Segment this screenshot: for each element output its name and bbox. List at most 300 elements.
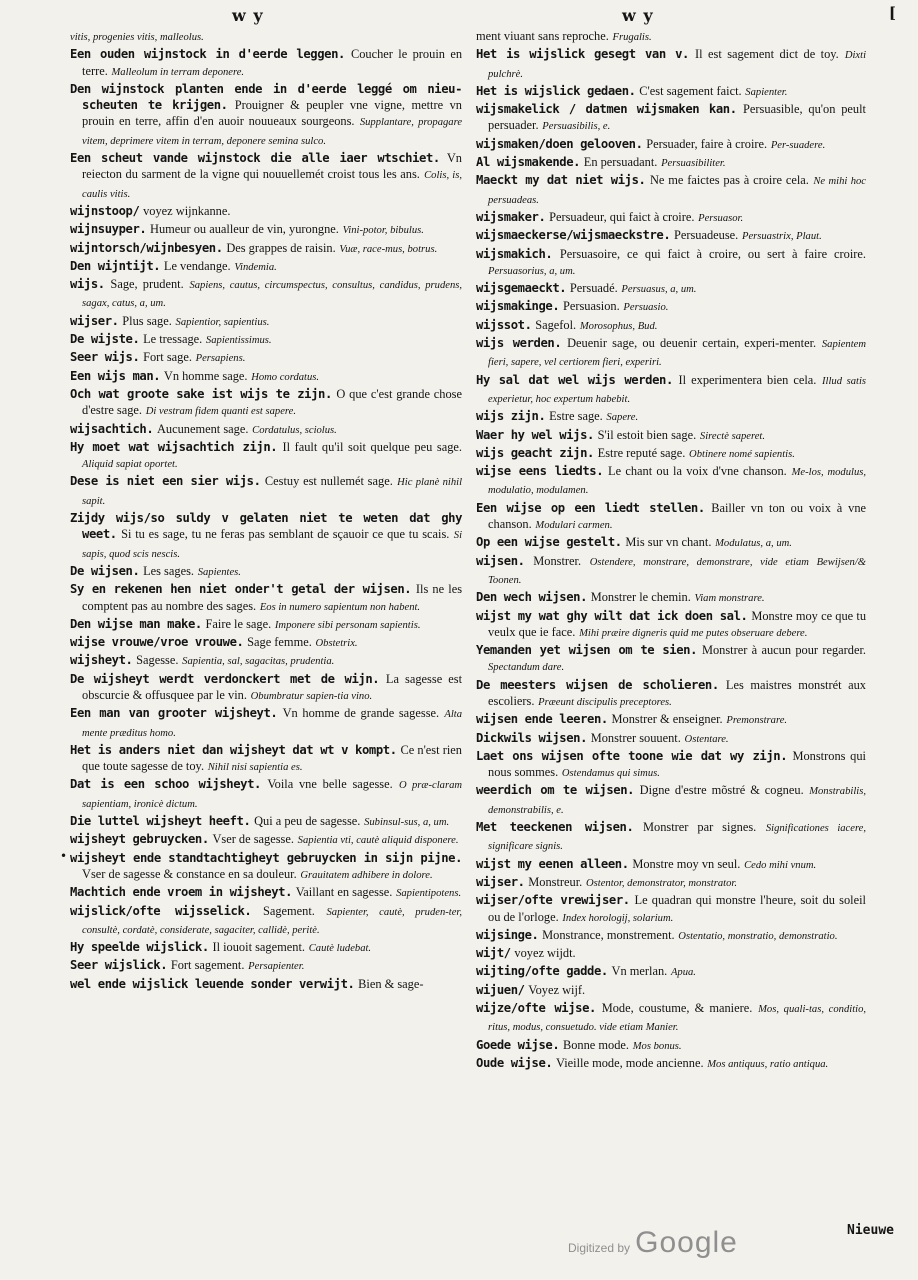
entry-latin: Vuæ, race-mus, botrus.: [339, 243, 438, 255]
entry-latin: Significationes iacere, significare signis.: [488, 823, 867, 853]
dictionary-entry: [476, 209, 866, 227]
dictionary-entry: [70, 439, 462, 474]
entry-headword: De wijsen.: [70, 563, 140, 578]
entry-french: Persuader, faire à croire.: [646, 136, 768, 151]
entry-latin: Modulari carmen.: [535, 520, 613, 532]
entry-latin: Obumbratur sapien-tia vino.: [250, 690, 373, 702]
entry-french: Le vendange.: [163, 258, 231, 273]
entry-latin: Sapiens, cautus, circumspectus, consultus, candidus, prudens, sagax, catus, a, um.: [82, 280, 463, 310]
dictionary-entry: [70, 386, 462, 421]
entry-latin: Sapientia vti, cautè aliquid disponere.: [297, 835, 459, 847]
dictionary-entry: [70, 473, 462, 510]
dictionary-entry: [476, 46, 866, 83]
entry-french: O que c'est grande chose d'estre sage.: [82, 386, 462, 418]
entry-french: Monstrons qui nous sommes.: [488, 748, 866, 780]
dictionary-entry: [70, 939, 462, 957]
entry-latin: Mihi præire digneris quid me putes obseruare debere.: [579, 627, 808, 639]
entry-latin: Sapientes.: [197, 566, 241, 578]
entry-headword: wijser.: [70, 313, 119, 328]
entry-french: Vn homme de grande sagesse.: [282, 706, 440, 721]
entry-headword: wijsmaeckerse/wijsmaeckstre.: [476, 228, 671, 243]
entry-latin: Persuasibilis, e.: [542, 121, 611, 133]
dictionary-entry: [476, 246, 866, 281]
dictionary-entry: [476, 298, 866, 316]
entry-french: ment viuant sans reproche.: [476, 29, 609, 43]
entry-headword: wijsgemaeckt.: [476, 281, 567, 296]
margin-bullet-icon: •: [60, 849, 68, 863]
entry-headword: wijsmaken/doen gelooven.: [476, 136, 643, 151]
entry-headword: Zijdy wijs/so suldy v gelaten niet te weten dat ghy weet.: [70, 511, 462, 542]
entry-headword: wijsheyt ende standtachtigheyt gebruycken in sijn pijne.: [70, 850, 462, 865]
entry-latin: Sapientissimus.: [205, 335, 272, 347]
entry-french: Il est sagement dict de toy.: [695, 47, 839, 62]
entry-headword: Het is wijslick gesegt van v.: [476, 47, 689, 62]
entry-french: Monstreur.: [528, 874, 583, 889]
entry-french: Voila vne belle sagesse.: [267, 777, 393, 792]
entry-french: Monstrer & enseigner.: [611, 712, 723, 727]
dictionary-entry: [70, 850, 462, 885]
dictionary-entry: [70, 652, 462, 670]
dictionary-entry: [70, 903, 462, 940]
entry-headword: wijs zijn.: [476, 409, 546, 424]
entry-french: Digne d'estre mõstré & cogneu.: [639, 783, 804, 798]
entry-french: Sage femme.: [247, 635, 312, 650]
entry-french: Monstre moy vn seul.: [632, 856, 741, 871]
entry-headword: Och wat groote sake ist wijs te zijn.: [70, 386, 332, 401]
entry-french: La sagesse est obscurcie & offusquee par le vin.: [82, 671, 463, 702]
dictionary-entry: [476, 642, 866, 677]
entry-headword: Den wijntijt.: [70, 258, 161, 273]
entry-latin: Eos in numero sapientum non habent.: [259, 601, 421, 613]
entry-latin: Ostendamus qui simus.: [561, 768, 660, 780]
entry-latin: Ostentatio, monstratio, demonstratio.: [678, 930, 838, 942]
dictionary-entry: [70, 776, 462, 813]
entry-latin: Mos bonus.: [632, 1040, 682, 1052]
entry-french: Ils ne les comptent pas au nombre des sages.: [82, 582, 463, 613]
entry-french: Vaillant en sagesse.: [295, 885, 393, 900]
entry-latin: Spectandum dare.: [488, 662, 565, 674]
entry-french: Le quadran qui monstre l'heure, soit du soleil ou de l'orloge.: [488, 893, 866, 924]
entry-latin: Sapientior, sapientius.: [175, 316, 270, 328]
dictionary-entry: [476, 227, 866, 245]
dictionary-entry: [70, 616, 462, 634]
entry-headword: Seer wijs.: [70, 350, 140, 365]
dictionary-entry: [70, 313, 462, 331]
entry-french: Bien & sage-: [358, 976, 424, 991]
entry-headword: wijuen/: [476, 982, 525, 997]
dictionary-entry: [476, 874, 866, 892]
entry-french: Il fault qu'il soit quelque peu sage.: [282, 439, 463, 454]
entry-latin: Colis, is, caulis vitis.: [82, 170, 462, 200]
entry-headword: wijs.: [70, 277, 105, 292]
entry-latin: Vini-potor, bibulus.: [342, 225, 424, 237]
entry-latin: Persapienter.: [248, 961, 305, 973]
dictionary-entry: [70, 510, 462, 563]
entry-headword: Die luttel wijsheyt heeft.: [70, 814, 251, 829]
entry-headword: Dese is niet een sier wijs.: [70, 474, 261, 489]
entry-latin: Apua.: [670, 967, 696, 979]
entry-french: Sagement.: [262, 903, 315, 918]
entry-headword: Een wijs man.: [70, 368, 161, 383]
entry-french: voyez wijnkanne.: [143, 203, 231, 218]
dictionary-entry: [476, 136, 866, 154]
dictionary-entry: [70, 240, 462, 258]
entry-headword: Met teeckenen wijsen.: [476, 820, 634, 835]
google-logo: Google: [635, 1226, 738, 1259]
entry-french: Cestuy est nullemét sage.: [264, 474, 393, 489]
entry-latin: Sapere.: [606, 412, 639, 424]
entry-latin: Homo cordatus.: [251, 371, 320, 383]
entry-latin: Sapienter.: [745, 86, 788, 98]
entry-french: Le chant ou la voix d'vne chanson.: [608, 464, 787, 479]
entry-headword: De wijsheyt werdt verdonckert met de wijn.: [70, 671, 380, 686]
entry-headword: Een ouden wijnstock in d'eerde leggen.: [70, 47, 345, 62]
entry-headword: Het is wijslick gedaen.: [476, 83, 636, 98]
entry-french: Vser de sagesse.: [212, 832, 294, 847]
entry-latin: Persuastrix, Plaut.: [741, 231, 822, 243]
entry-latin: Ne mihi hoc persuadeas.: [488, 176, 867, 206]
entry-headword: Den wijse man make.: [70, 616, 202, 631]
entry-french: Vn homme sage.: [163, 368, 248, 383]
entry-headword: wijsheyt.: [70, 653, 133, 668]
dictionary-entry: [70, 421, 462, 439]
entry-latin: Nihil nisi sapientia es.: [207, 762, 303, 774]
dictionary-entry: [476, 427, 866, 445]
entry-french: Qui a peu de sagesse.: [254, 814, 361, 829]
entry-headword: wijs geacht zijn.: [476, 445, 594, 460]
entry-latin: Malleolum in terram deponere.: [111, 66, 245, 78]
entry-latin: Persuasio.: [623, 302, 669, 314]
entry-french: Mis sur vn chant.: [625, 535, 712, 550]
entry-latin: Obtinere nomé sapientis.: [689, 448, 795, 460]
dictionary-entry: [476, 172, 866, 209]
entry-latin: Viam monstrare.: [694, 593, 765, 605]
entry-headword: wijsheyt gebruycken.: [70, 832, 209, 847]
entry-headword: Yemanden yet wijsen om te sien.: [476, 643, 698, 658]
entry-french: Sage, prudent.: [110, 277, 184, 292]
entry-latin: Index horologij, solarium.: [562, 912, 674, 924]
dictionary-entry: [70, 831, 462, 849]
entry-french: Prouigner & peupler vne vigne, mettre vn prouin en terre, affin d'en auoir nouueaux sourgeons.: [82, 98, 463, 129]
entry-headword: wijssot.: [476, 317, 532, 332]
entry-french: Plus sage.: [122, 313, 172, 328]
entry-latin: Frugalis.: [612, 32, 652, 43]
entry-latin: Dixti pulchrè.: [488, 50, 867, 80]
entry-headword: wel ende wijslick leuende sonder verwijt.: [70, 976, 355, 991]
entry-french: Persuasion.: [562, 299, 620, 314]
dictionary-entry: [476, 819, 866, 856]
entry-latin: Ostentor, demonstrator, monstrator.: [585, 877, 737, 889]
entry-french: Les sages.: [143, 563, 194, 578]
entry-headword: wijting/ofte gadde.: [476, 964, 608, 979]
entry-latin: Obstetrix.: [315, 638, 358, 650]
entry-french: S'il estoit bien sage.: [597, 427, 697, 442]
entry-french: Le tressage.: [143, 332, 203, 347]
entry-french: Sagefol.: [535, 317, 577, 332]
entry-headword: Sy en rekenen hen niet onder't getal der wijsen.: [70, 582, 412, 597]
dictionary-entry: [70, 150, 462, 203]
entry-headword: Het is anders niet dan wijsheyt dat wt v kompt.: [70, 742, 397, 757]
page-number: [: [888, 4, 896, 22]
entry-french: Deuenir sage, ou deuenir certain, experi-menter.: [567, 336, 817, 351]
entry-french: Monstre moy ce que tu veulx que ie face.: [488, 608, 867, 639]
entry-french: Ce n'est rien que toute sagesse de toy.: [82, 742, 463, 774]
entry-latin: Modulatus, a, um.: [715, 538, 792, 550]
dictionary-entry: [476, 500, 866, 535]
entry-french: Vser de sagesse & constance en sa douleur.: [82, 866, 297, 881]
dictionary-entry: [476, 711, 866, 729]
entry-headword: wijser.: [476, 874, 525, 889]
entry-latin: Persuasus, a, um.: [621, 284, 697, 296]
entry-french: Vn merlan.: [611, 964, 668, 979]
entry-headword: Dat is een schoo wijsheyt.: [70, 777, 261, 792]
dictionary-entry: [476, 608, 866, 643]
dictionary-entry: [70, 28, 462, 46]
entry-french: Persuadé.: [569, 281, 618, 296]
dictionary-entry: [476, 892, 866, 927]
entry-latin: Premonstrare.: [726, 715, 788, 727]
entry-headword: Goede wijse.: [476, 1037, 560, 1052]
dictionary-entry: [70, 705, 462, 742]
dictionary-entry: [70, 81, 462, 150]
dictionary-entry: [476, 856, 866, 874]
dictionary-entry: [70, 349, 462, 367]
dictionary-entry: [70, 331, 462, 349]
dictionary-entry: [476, 83, 866, 101]
dictionary-entry: [476, 154, 866, 172]
entry-latin: Supplantare, propagare vitem, deprimere vitem in terram, deponere semina sulco.: [82, 117, 463, 147]
entry-french: En persuadant.: [583, 155, 658, 170]
entry-french: Persuadeur, qui faict à croire.: [549, 209, 695, 224]
dictionary-entry: [70, 368, 462, 386]
entry-latin: Aliquid sapiat oportet.: [82, 459, 178, 471]
entry-headword: wijze/ofte wijse.: [476, 1001, 596, 1016]
entry-headword: weerdich om te wijsen.: [476, 783, 635, 798]
entry-latin: Grauitatem adhibere in dolore.: [300, 869, 433, 881]
entry-headword: wijnstoop/: [70, 203, 140, 218]
entry-latin: Cedo mihi vnum.: [744, 859, 817, 871]
dictionary-entry: [476, 317, 866, 335]
dictionary-entry: [70, 203, 462, 221]
entry-headword: wijntorsch/wijnbesyen.: [70, 240, 223, 255]
dictionary-entry: [476, 101, 866, 136]
dictionary-entry: [476, 28, 866, 46]
entry-latin: O præ-claram sapientiam, ironicè dictum.: [82, 780, 463, 810]
entry-latin: Subinsul-sus, a, um.: [364, 817, 450, 829]
dictionary-entry: [70, 813, 462, 831]
dictionary-entry: [476, 927, 866, 945]
entry-headword: Machtich ende vroem in wijsheyt.: [70, 885, 292, 900]
entry-headword: Oude wijse.: [476, 1055, 553, 1070]
entry-french: Sagesse.: [136, 653, 179, 668]
entry-latin: Persuasorius, a, um.: [488, 265, 576, 277]
entry-french: Vn reiecton du sarment de la vigne qui nouuellemét croist tous les ans.: [82, 151, 463, 182]
entry-latin: Hic planè nihil sapit.: [82, 477, 463, 507]
entry-french: Persuasoire, ce qui faict à croire, ou sert à faire croire.: [559, 246, 867, 261]
dictionary-entry: [70, 976, 462, 994]
entry-french: Mode, coustume, & maniere.: [601, 1001, 753, 1016]
dictionary-entry: [476, 982, 866, 1000]
entry-headword: wijsachtich.: [70, 421, 154, 436]
header-right: w y: [622, 6, 654, 25]
entry-headword: De meesters wijsen de scholieren.: [476, 677, 719, 692]
dictionary-entry: [476, 1037, 866, 1055]
entry-headword: Maeckt my dat niet wijs.: [476, 173, 646, 188]
left-column: [70, 28, 462, 994]
entry-headword: Dickwils wijsen.: [476, 730, 587, 745]
entry-headword: Een scheut vande wijnstock die alle iaer wtschiet.: [70, 151, 440, 166]
entry-headword: Seer wijslick.: [70, 958, 168, 973]
entry-latin: Alta mente præditus homo.: [82, 709, 463, 739]
entry-headword: wijse vrouwe/vroe vrouwe.: [70, 635, 244, 650]
entry-french: Estre reputé sage.: [597, 445, 686, 460]
entry-latin: Di vestram fidem quanti est sapere.: [145, 406, 296, 418]
entry-french: Persuasible, qu'on peult persuader.: [488, 102, 866, 133]
dictionary-entry: [70, 221, 462, 239]
dictionary-entry: [70, 742, 462, 777]
dictionary-entry: [476, 1000, 866, 1037]
entry-headword: wijsen.: [476, 553, 525, 568]
dictionary-entry: [476, 280, 866, 298]
entry-french: Fort sage.: [143, 350, 192, 365]
entry-headword: wijsen ende leeren.: [476, 712, 608, 727]
dictionary-entry: [476, 534, 866, 552]
entry-headword: wijst my eenen alleen.: [476, 856, 629, 871]
entry-latin: Illud satis experietur, hoc expertum habebit.: [488, 375, 867, 405]
entry-french: voyez wijdt.: [514, 946, 576, 961]
entry-headword: wijst my wat ghy wilt dat ick doen sal.: [476, 608, 748, 623]
dictionary-entry: [476, 408, 866, 426]
entry-french: Voyez wijf.: [528, 982, 586, 997]
dictionary-entry: [476, 335, 866, 372]
dictionary-entry: [476, 677, 866, 712]
entry-latin: Imponere sibi personam sapientis.: [274, 619, 421, 631]
entry-headword: wijse eens liedts.: [476, 464, 604, 479]
entry-french: Il experimentera bien cela.: [678, 372, 817, 387]
entry-headword: wijs werden.: [476, 336, 562, 351]
dictionary-entry: [70, 957, 462, 975]
entry-french: Il iouoit sagement.: [212, 940, 306, 955]
entry-latin: Persuasor.: [698, 212, 744, 224]
entry-french: Estre sage.: [549, 409, 603, 424]
entry-latin: Per-suadere.: [770, 139, 826, 151]
entry-headword: wijser/ofte vrewijser.: [476, 893, 630, 908]
entry-latin: Præeunt discipulis preceptores.: [538, 696, 672, 708]
dictionary-entry: [70, 884, 462, 902]
dictionary-entry: [476, 945, 866, 963]
entry-french: Monstrance, monstrement.: [542, 927, 675, 942]
entry-latin: Me-los, modulus, modulatio, modulamen.: [488, 467, 867, 497]
entry-french: Des grappes de raisin.: [226, 240, 336, 255]
entry-latin: Vindemia.: [234, 261, 277, 273]
entry-french: Humeur ou aualleur de vin, yurongne.: [150, 222, 339, 237]
entry-headword: Hy speelde wijslick.: [70, 940, 209, 955]
entry-headword: wijsmaker.: [476, 209, 546, 224]
entry-french: C'est sagement faict.: [639, 83, 742, 98]
dictionary-entry: [476, 553, 866, 590]
entry-headword: Al wijsmakende.: [476, 155, 581, 170]
entry-french: Coucher le prouin en terre.: [82, 47, 463, 78]
entry-latin: Persuasibiliter.: [661, 158, 726, 170]
entry-french: Bailler vn ton ou voix à vne chanson.: [488, 500, 867, 532]
dictionary-entry: [476, 445, 866, 463]
dictionary-entry: [70, 46, 462, 81]
dictionary-entry: [476, 748, 866, 783]
entry-headword: wijsinge.: [476, 927, 539, 942]
dictionary-entry: [476, 1055, 866, 1073]
entry-headword: Hy sal dat wel wijs werden.: [476, 372, 673, 387]
entry-latin: Sirectè saperet.: [699, 430, 766, 442]
entry-french: Ne me faictes pas à croire cela.: [649, 173, 809, 188]
entry-french: Monstrer le chemin.: [590, 590, 691, 605]
entry-headword: wijslick/ofte wijsselick.: [70, 903, 252, 918]
entry-latin: Monstrabilis, demonstrabilis, e.: [488, 786, 866, 816]
dictionary-entry: [476, 589, 866, 607]
header-left: w y: [232, 6, 264, 25]
entry-french: Fort sagement.: [170, 958, 245, 973]
dictionary-entry: [70, 276, 462, 313]
entry-latin: vitis, progenies vitis, malleolus.: [70, 32, 204, 43]
entry-latin: Cautè ludebat.: [308, 943, 372, 955]
entry-latin: Sapientem fieri, sapere, vel certiorem fieri, experiri.: [488, 339, 867, 369]
digitized-watermark: [568, 1226, 738, 1260]
entry-latin: Sapientipotens.: [396, 888, 462, 900]
dictionary-entry: [70, 258, 462, 276]
entry-headword: Den wijnstock planten ende in d'eerde leggé om nieu-scheuten te krijgen.: [70, 81, 462, 113]
right-column: [476, 28, 866, 1073]
entry-headword: wijnsuyper.: [70, 222, 147, 237]
entry-french: Si tu es sage, tu ne feras pas semblant de sçauoir ce que tu scais.: [121, 527, 450, 542]
entry-french: Monstrer.: [533, 553, 582, 568]
dictionary-entry: [70, 671, 462, 706]
dictionary-entry: [476, 730, 866, 748]
dictionary-entry: [476, 372, 866, 409]
dictionary-entry: [476, 463, 866, 500]
entry-headword: Een wijse op een liedt stellen.: [476, 500, 705, 515]
entry-headword: wijt/: [476, 946, 511, 961]
entry-latin: Ostentare.: [684, 733, 729, 745]
watermark-prefix: Digitized by: [568, 1241, 631, 1255]
entry-latin: Morosophus, Bud.: [579, 320, 658, 332]
entry-french: Persuadeuse.: [673, 228, 739, 243]
dictionary-entry: [70, 581, 462, 616]
entry-latin: Sapienter, cautè, pruden-ter, consultè, cordatè, considerate, sagaciter, callidè, peritè.: [82, 906, 463, 936]
entry-headword: wijsmakelick / datmen wijsmaken kan.: [476, 102, 737, 117]
dictionary-entry: [476, 963, 866, 981]
entry-french: Bonne mode.: [562, 1037, 630, 1052]
entry-headword: Waer hy wel wijs.: [476, 427, 594, 442]
entry-french: Monstrer souuent.: [590, 730, 681, 745]
entry-headword: Hy moet wat wijsachtich zijn.: [70, 439, 278, 454]
entry-latin: Persapiens.: [195, 353, 246, 365]
entry-latin: Sapientia, sal, sagacitas, prudentia.: [182, 656, 335, 668]
entry-headword: Laet ons wijsen ofte toone wie dat wy zijn.: [476, 748, 788, 763]
entry-french: Les maistres monstrét aux escoliers.: [488, 677, 866, 708]
entry-french: Faire le sage.: [205, 616, 272, 631]
entry-headword: Den wech wijsen.: [476, 590, 587, 605]
entry-latin: Mos, quali-tas, conditio, ritus, modus, consuetudo. vide etiam Manier.: [488, 1004, 867, 1034]
entry-headword: wijsmakich.: [476, 246, 553, 261]
entry-french: Vieille mode, mode ancienne.: [556, 1055, 704, 1070]
entry-latin: Mos antiquus, ratio antiqua.: [707, 1058, 829, 1070]
entry-french: Monstrer par signes.: [643, 820, 757, 835]
dictionary-entry: [70, 634, 462, 652]
entry-french: Monstrer à aucun pour regarder.: [701, 643, 867, 658]
dictionary-entry: [476, 782, 866, 819]
dictionary-entry: [70, 563, 462, 581]
entry-latin: Ostendere, monstrare, demonstrare, vide etiam Bewijsen/& Toonen.: [488, 556, 867, 586]
entry-latin: Si sapis, quod scis nescis.: [82, 530, 463, 560]
